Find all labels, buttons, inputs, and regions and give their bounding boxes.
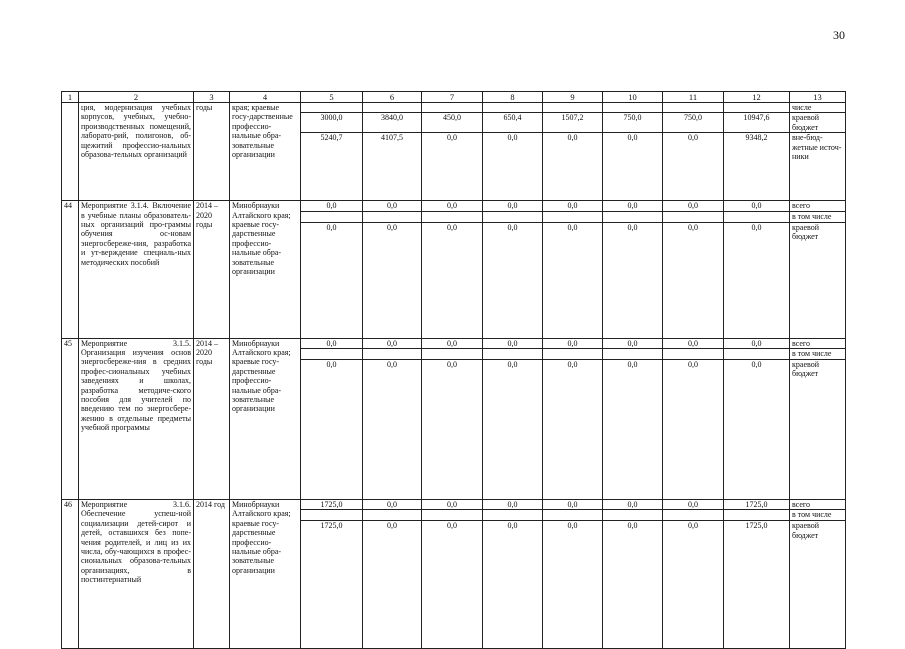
value-cell	[422, 510, 483, 521]
value-cell	[543, 211, 603, 222]
table-row	[62, 103, 846, 113]
value-cell	[301, 211, 363, 222]
row-number	[62, 103, 79, 201]
value-cell: 0,0	[663, 222, 724, 338]
value-cell	[724, 103, 790, 113]
value-cell	[724, 510, 790, 521]
header-cell: 7	[422, 92, 483, 103]
value-cell	[603, 103, 663, 113]
value-cell: 0,0	[603, 360, 663, 500]
value-cell: 0,0	[483, 521, 543, 649]
header-cell: 6	[363, 92, 422, 103]
value-cell	[724, 211, 790, 222]
value-cell: 450,0	[422, 113, 483, 133]
value-cell	[483, 103, 543, 113]
value-cell: 0,0	[663, 133, 724, 201]
value-cell: 1725,0	[724, 500, 790, 510]
value-cell: 0,0	[543, 360, 603, 500]
value-cell: 0,0	[543, 521, 603, 649]
funding-source: в том числе	[790, 510, 846, 521]
value-cell: 0,0	[543, 222, 603, 338]
executor-cell: Минобрнауки Алтайского края; краевые госу-дарственные профессио-нальные обра-зовательные организации	[230, 500, 301, 649]
header-cell: 8	[483, 92, 543, 103]
value-cell: 10947,6	[724, 113, 790, 133]
value-cell: 0,0	[603, 133, 663, 201]
executor-cell: края; краевые госу-дарственные профессио-нальные обра-зовательные организации	[230, 103, 301, 201]
value-cell	[363, 211, 422, 222]
value-cell: 0,0	[483, 133, 543, 201]
header-cell: 9	[543, 92, 603, 103]
value-cell: 0,0	[603, 201, 663, 211]
value-cell	[422, 103, 483, 113]
value-cell	[603, 349, 663, 360]
value-cell: 0,0	[301, 360, 363, 500]
value-cell: 0,0	[483, 360, 543, 500]
value-cell: 0,0	[483, 500, 543, 510]
budget-table	[61, 91, 846, 649]
value-cell: 1725,0	[301, 521, 363, 649]
value-cell: 4107,5	[363, 133, 422, 201]
value-cell: 0,0	[663, 500, 724, 510]
value-cell	[543, 103, 603, 113]
funding-source: в том числе	[790, 349, 846, 360]
activity-description: Мероприятие 3.1.4. Включение в учебные планы образователь-ных организаций про-граммы обучения ос-новам энергосбереже-ния, разработка и ут-верждение специаль-ных методических пособий	[79, 201, 194, 338]
header-row	[62, 92, 846, 103]
period-cell: годы	[194, 103, 230, 201]
funding-source: краевой бюджет	[790, 360, 846, 500]
value-cell: 0,0	[301, 201, 363, 211]
value-cell	[663, 103, 724, 113]
value-cell: 0,0	[724, 201, 790, 211]
table-row	[62, 500, 846, 510]
value-cell	[301, 103, 363, 113]
value-cell	[422, 211, 483, 222]
header-cell: 12	[724, 92, 790, 103]
funding-source: всего	[790, 338, 846, 348]
value-cell: 650,4	[483, 113, 543, 133]
funding-source: числе	[790, 103, 846, 113]
row-number: 46	[62, 500, 79, 649]
page-number: 30	[833, 28, 845, 42]
value-cell: 3840,0	[363, 113, 422, 133]
value-cell: 0,0	[663, 360, 724, 500]
value-cell: 0,0	[663, 521, 724, 649]
value-cell: 750,0	[603, 113, 663, 133]
funding-source: краевой бюджет	[790, 222, 846, 338]
period-cell: 2014 – 2020 годы	[194, 201, 230, 338]
value-cell	[363, 510, 422, 521]
value-cell: 0,0	[422, 500, 483, 510]
value-cell	[543, 510, 603, 521]
value-cell	[663, 510, 724, 521]
activity-description: ция, модернизация учебных корпусов, учебных, учебно-производственных помещений, лаборато-рий, полигонов, об-щежитий профессио-нальных образова-тельных организаций	[79, 103, 194, 201]
row-number: 44	[62, 201, 79, 338]
value-cell	[483, 510, 543, 521]
period-cell: 2014 – 2020 годы	[194, 338, 230, 499]
value-cell: 1725,0	[301, 500, 363, 510]
value-cell: 0,0	[422, 360, 483, 500]
value-cell	[724, 349, 790, 360]
period-cell: 2014 год	[194, 500, 230, 649]
value-cell: 0,0	[543, 338, 603, 348]
header-cell: 10	[603, 92, 663, 103]
value-cell	[483, 349, 543, 360]
value-cell	[301, 510, 363, 521]
value-cell	[363, 103, 422, 113]
value-cell: 0,0	[543, 201, 603, 211]
value-cell: 0,0	[422, 201, 483, 211]
value-cell: 5240,7	[301, 133, 363, 201]
activity-description: Мероприятие 3.1.5. Организация изучения основ энергосбереже-ния в средних профес-сиональных учебных заведениях и школах, разработка методиче-ского пособия для учителей по введению тем по энергосбере-жению в отдельные предметы учебной программы	[79, 338, 194, 499]
value-cell: 0,0	[363, 521, 422, 649]
value-cell: 9348,2	[724, 133, 790, 201]
value-cell: 0,0	[543, 500, 603, 510]
value-cell: 3000,0	[301, 113, 363, 133]
value-cell: 0,0	[422, 338, 483, 348]
funding-source: краевой бюджет	[790, 113, 846, 133]
header-cell: 4	[230, 92, 301, 103]
value-cell: 0,0	[603, 521, 663, 649]
header-cell: 2	[79, 92, 194, 103]
value-cell: 0,0	[363, 201, 422, 211]
value-cell	[301, 349, 363, 360]
header-cell: 1	[62, 92, 79, 103]
value-cell	[603, 211, 663, 222]
funding-source: краевой бюджет	[790, 521, 846, 649]
value-cell: 0,0	[301, 338, 363, 348]
value-cell: 0,0	[301, 222, 363, 338]
header-cell: 13	[790, 92, 846, 103]
value-cell: 0,0	[663, 338, 724, 348]
header-cell: 3	[194, 92, 230, 103]
row-number: 45	[62, 338, 79, 499]
value-cell: 0,0	[483, 222, 543, 338]
funding-source: всего	[790, 201, 846, 211]
header-cell: 5	[301, 92, 363, 103]
value-cell: 0,0	[603, 500, 663, 510]
value-cell: 0,0	[363, 338, 422, 348]
value-cell: 0,0	[724, 338, 790, 348]
value-cell: 1725,0	[724, 521, 790, 649]
value-cell: 0,0	[483, 338, 543, 348]
value-cell	[363, 349, 422, 360]
value-cell	[603, 510, 663, 521]
value-cell: 1507,2	[543, 113, 603, 133]
value-cell: 0,0	[422, 521, 483, 649]
header-cell: 11	[663, 92, 724, 103]
value-cell	[663, 349, 724, 360]
value-cell: 0,0	[363, 360, 422, 500]
value-cell: 0,0	[422, 222, 483, 338]
activity-description: Мероприятие 3.1.6. Обеспечение успеш-ной социализации детей-сирот и детей, оставшихся без попе-чения родителей, и лиц из их числа, обу-чающихся в профес-сиональных образова-тельных организациях, в постинтернатный	[79, 500, 194, 649]
value-cell: 0,0	[724, 360, 790, 500]
value-cell	[663, 211, 724, 222]
value-cell	[543, 349, 603, 360]
value-cell: 0,0	[603, 338, 663, 348]
value-cell: 0,0	[543, 133, 603, 201]
funding-source: вне-бюд-жетные источ-ники	[790, 133, 846, 201]
value-cell: 0,0	[363, 222, 422, 338]
value-cell	[483, 211, 543, 222]
table-row	[62, 338, 846, 348]
funding-source: всего	[790, 500, 846, 510]
value-cell: 0,0	[422, 133, 483, 201]
value-cell: 0,0	[483, 201, 543, 211]
value-cell: 0,0	[603, 222, 663, 338]
funding-source: в том числе	[790, 211, 846, 222]
table-row	[62, 201, 846, 211]
value-cell: 750,0	[663, 113, 724, 133]
value-cell	[422, 349, 483, 360]
value-cell: 0,0	[724, 222, 790, 338]
executor-cell: Минобрнауки Алтайского края; краевые госу-дарственные профессио-нальные обра-зовательные организации	[230, 201, 301, 338]
value-cell: 0,0	[363, 500, 422, 510]
executor-cell: Минобрнауки Алтайского края; краевые госу-дарственные профессио-нальные обра-зовательные организации	[230, 338, 301, 499]
value-cell: 0,0	[663, 201, 724, 211]
